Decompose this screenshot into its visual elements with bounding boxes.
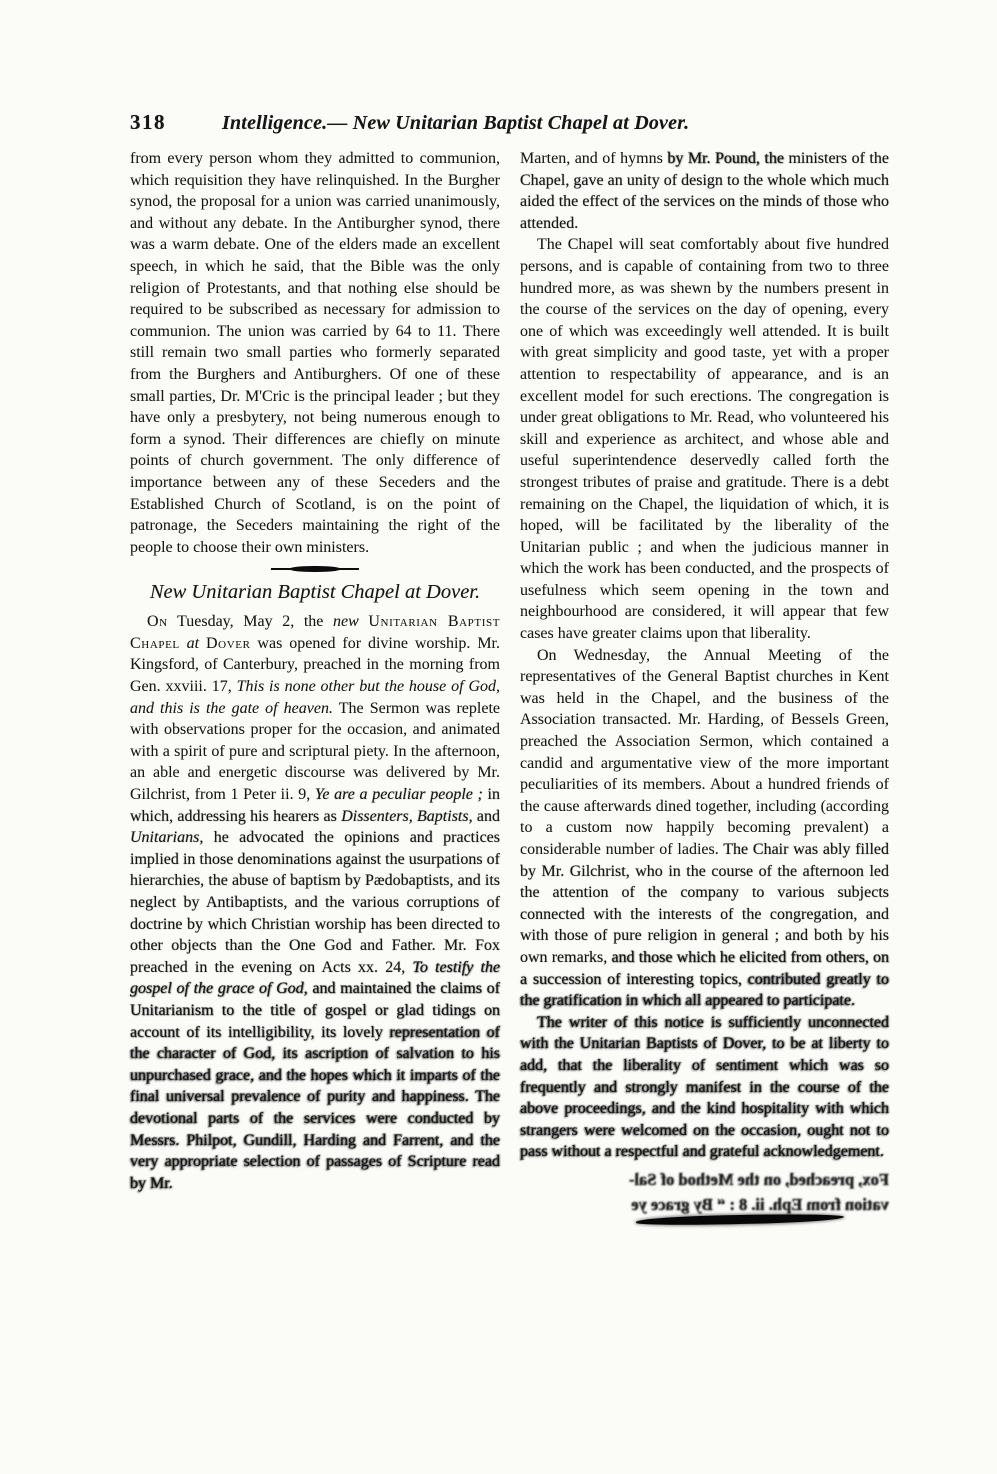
bleedthrough-area: [520, 1167, 889, 1241]
running-title: Intelligence.— New Unitarian Baptist Chapel at Dover.: [222, 112, 690, 134]
article-continuation-paragraph: from every person whom they admitted to communion, which requisition they have relinquished. In the Burgher synod, the proposal for a union was carried unanimously, and without any debate. In the Antiburgher synod, there was a warm debate. One of the elders made an excellent speech, in which he said, that the Bible was the only religion of Protestants, and that nothing else should be required to be subscribed as necessary for admission to communion. The union was carried by 64 to 11. There still remain two small parties who formerly separated from the Burghers and Antiburghers. Of one of these small parties, Dr. M'Cric is the principal leader ; but they have only a presbytery, not being numerous enough to form a synod. Their differences are chiefly on minute points of church government. The only difference of importance between any of these Seceders and the Established Church of Scotland, is on the point of patronage, the Seceders maintaining the right of the people to choose their own ministers.: [130, 150, 500, 556]
right-column: [520, 148, 889, 1241]
page-header: [130, 110, 892, 135]
annual-meeting-paragraph: On Wednesday, the Annual Meeting of the representatives of the General Baptist churches in Kent was held in the Chapel, and the business of the Association transacted. Mr. Harding, of Bessels Green, preached the Association Sermon, which contained a candid and argumentative view of the more important peculiarities of its members. About a hundred friends of the cause afterwards dined together, including (according to a custom now happily becoming prevalent) a considerable number of ladies. The Chair was ably filled by Mr. Gilchrist, who in the course of the afternoon led the attention of the company to various subjects connected with the interests of the congregation, and with those of pure religion in general ; and both by his own remarks, and those which he elicited from others, on a succession of interesting topics, contributed greatly to the gratification in which all appeared to participate.: [520, 646, 890, 1010]
chapel-description-paragraph: The Chapel will seat comfortably about five hundred persons, and is capable of containing from two to three hundred more, as was shewn by the numbers present in the course of the services on the day of opening, every one of which was exceedingly well attended. It is built with great simplicity and good taste, yet with a proper attention to respectability of appearance, and is an excellent model for such erections. The congregation is under great obligations to Mr. Read, who volunteered his skill and experience as architect, and whose able and useful superintendence deservedly called forth the strongest tributes of praise and gratitude. There is a debt remaining on the Chapel, the liquidation of which, it is hoped, will be facilitated by the liberality of the Unitarian public ; and when the judicious manner in which the work has been conducted, and the prospects of usefulness which seem opening in the town and neighbourhood are considered, it will appear that few cases have greater claims upon that liberality.: [520, 236, 889, 643]
left-column: [130, 148, 500, 1194]
bleedthrough-text-line: vation from Eph. ii. 8 : “ By grace ye: [631, 1194, 889, 1214]
chapel-opening-paragraph: On Tuesday, May 2, the new Unitarian Baptist Chapel at Dover was opened for divine worship. Mr. Kingsford, of Canterbury, preached in the morning from Gen. xxviii. 17, This is none other but the house of God, and this is the gate of heaven. The Sermon was replete with observations proper for the occasion, and animated with a spirit of pure and scriptural piety. In the afternoon, an able and energetic discourse was delivered by Mr. Gilchrist, from 1 Peter ii. 9, Ye are a peculiar people ; in which, addressing his hearers as Dissenters, Baptists, and Unitarians, he advocated the opinions and practices implied in those denominations against the usurpations of hierarchies, the abuse of baptism by Pædobaptists, and its neglect by Antibaptists, and the various corruptions of doctrine by which Christian worship has been directed to other objects than the One God and Father. Mr. Fox preached in the evening on Acts xx. 24, To testify the gospel of the grace of God, and maintained the claims of Unitarianism to the title of gospel or glad tidings on account of its intelligibility, its lovely representation of the character of God, its ascription of salvation to his unpurchased grace, and the hopes which it imparts of the final universal prevalence of purity and happiness. The devotional parts of the services were conducted by Messrs. Philpot, Gundill, Harding and Farrent, and the very appropriate selection of passages of Scripture read by Mr.: [130, 613, 501, 1192]
section-heading: New Unitarian Baptist Chapel at Dover.: [149, 581, 481, 604]
page-number: 318: [130, 110, 166, 134]
article-continuation-paragraph: Marten, and of hymns by Mr. Pound, the ministers of the Chapel, gave an unity of design to the whole which much aided the effect of the services on the minds of those who attended.: [520, 150, 889, 232]
bleedthrough-text-line: Fox, preached, on the Method of Sal-: [628, 1169, 889, 1189]
writer-note-paragraph: The writer of this notice is sufficiently unconnected with the Unitarian Baptists of Dover, to be at liberty to add, that the liberality of sentiment which was so frequently and strongly manifest in the course of the above proceedings, and the kind hospitality with which strangers were welcomed on the occasion, ought not to pass without a respectful and grateful acknowledgement.: [520, 1013, 889, 1161]
section-divider: [271, 562, 359, 575]
swelled-rule-center: [289, 566, 341, 573]
